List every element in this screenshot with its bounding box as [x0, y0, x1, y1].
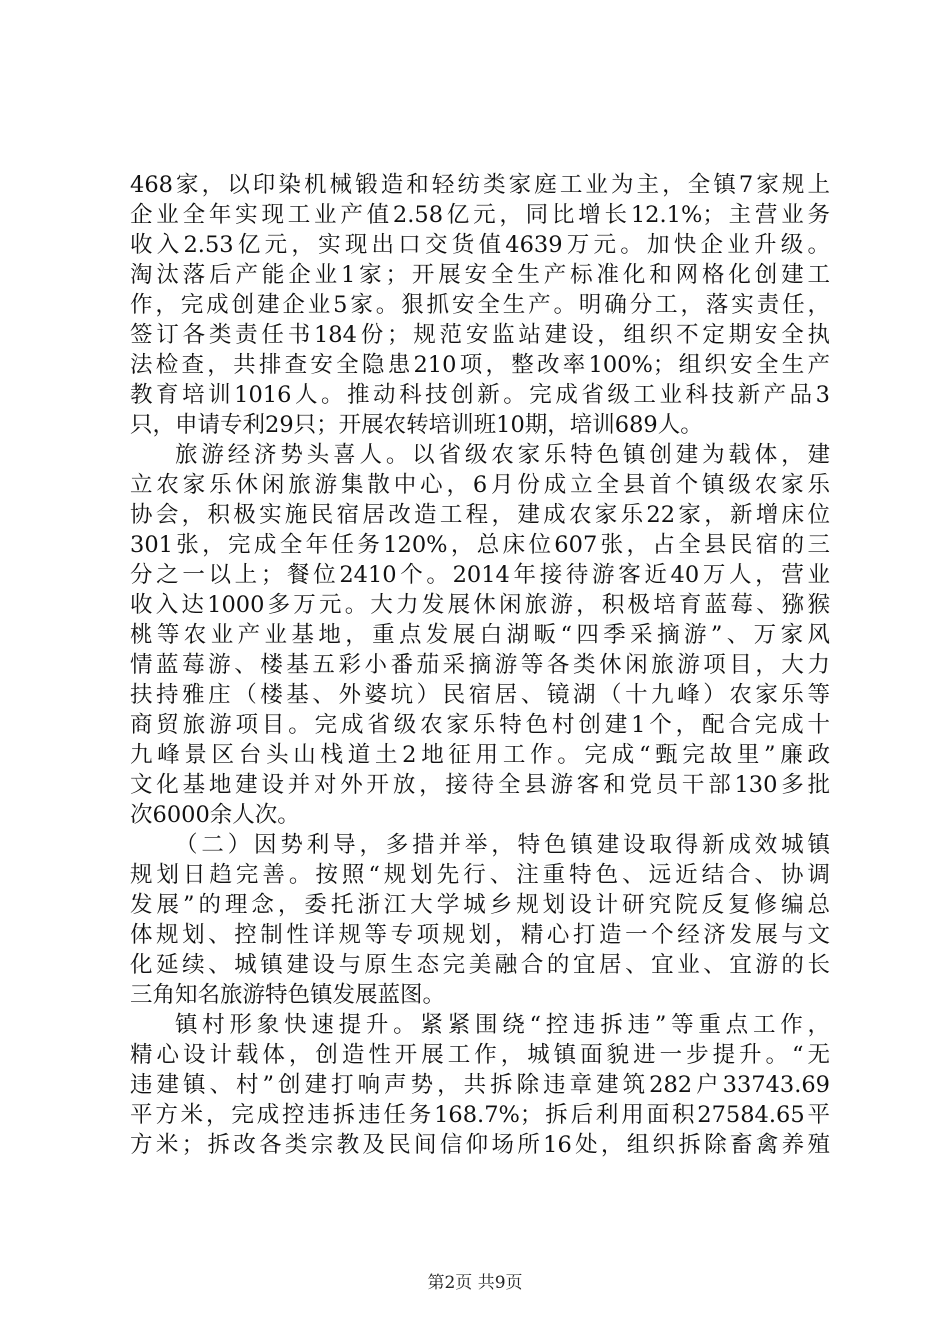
text-line: 平方米，完成控违拆违任务168.7%；拆后利用面积27584.65平 [130, 1102, 830, 1128]
page-footer: 第2页 共9页 [427, 1273, 523, 1293]
text-line: 淘汰落后产能企业1家；开展安全生产标准化和网格化创建工 [130, 262, 830, 288]
text-line: 法检查，共排查安全隐患210项，整改率100%；组织安全生产 [130, 352, 830, 378]
text-line: 商贸旅游项目。完成省级农家乐特色村创建1个，配合完成十 [130, 712, 830, 738]
text-line: 立农家乐休闲旅游集散中心，6月份成立全县首个镇级农家乐 [130, 472, 830, 498]
text-line: 签订各类责任书184份；规范安监站建设，组织不定期安全执 [130, 322, 830, 348]
text-line: 收入达1000多万元。大力发展休闲旅游，积极培育蓝莓、猕猴 [130, 592, 830, 618]
paragraph-start-line: （二）因势利导，多措并举，特色镇建设取得新成效城镇 [175, 832, 830, 858]
text-line: 作，完成创建企业5家。狠抓安全生产。明确分工，落实责任， [130, 292, 830, 318]
text-line: 文化基地建设并对外开放，接待全县游客和党员干部130多批 [130, 772, 830, 798]
text-line: 468家，以印染机械锻造和轻纺类家庭工业为主，全镇7家规上 [130, 172, 830, 198]
text-line: 三角知名旅游特色镇发展蓝图。 [130, 982, 446, 1008]
paragraph-start-line: 旅游经济势头喜人。以省级农家乐特色镇创建为载体，建 [175, 442, 830, 468]
paragraph-start-line: 镇村形象快速提升。紧紧围绕“控违拆违”等重点工作， [175, 1012, 830, 1038]
text-line: 体规划、控制性详规等专项规划，精心打造一个经济发展与文 [130, 922, 830, 948]
text-line: 只，申请专利29只；开展农转培训班10期，培训689人。 [130, 412, 703, 438]
text-line: 精心设计载体，创造性开展工作，城镇面貌进一步提升。“无 [130, 1042, 830, 1068]
text-line: 发展”的理念，委托浙江大学城乡规划设计研究院反复修编总 [130, 892, 830, 918]
text-line: 企业全年实现工业产值2.58亿元，同比增长12.1%；主营业务 [130, 202, 830, 228]
text-line: 扶持雅庄（楼基、外婆坑）民宿居、镜湖（十九峰）农家乐等 [130, 682, 830, 708]
text-line: 桃等农业产业基地，重点发展白湖畈“四季采摘游”、万家风 [130, 622, 830, 648]
text-line: 规划日趋完善。按照“规划先行、注重特色、远近结合、协调 [130, 862, 830, 888]
text-line: 违建镇、村”创建打响声势，共拆除违章建筑282户33743.69 [130, 1072, 830, 1098]
text-line: 化延续、城镇建设与原生态完美融合的宜居、宜业、宜游的长 [130, 952, 830, 978]
text-line: 301张，完成全年任务120%，总床位607张，占全县民宿的三 [130, 532, 830, 558]
text-line: 次6000余人次。 [130, 802, 300, 828]
text-line: 九峰景区台头山栈道土2地征用工作。完成“甄完故里”廉政 [130, 742, 830, 768]
text-line: 分之一以上；餐位2410个。2014年接待游客近40万人，营业 [130, 562, 830, 588]
text-line: 方米；拆改各类宗教及民间信仰场所16处，组织拆除畜禽养殖 [130, 1132, 830, 1158]
text-line: 教育培训1016人。推动科技创新。完成省级工业科技新产品3 [130, 382, 830, 408]
text-line: 协会，积极实施民宿居改造工程，建成农家乐22家，新增床位 [130, 502, 830, 528]
text-line: 情蓝莓游、楼基五彩小番茄采摘游等各类休闲旅游项目，大力 [130, 652, 830, 678]
body-text [130, 170, 830, 1160]
text-line: 收入2.53亿元，实现出口交货值4639万元。加快企业升级。 [130, 232, 830, 258]
